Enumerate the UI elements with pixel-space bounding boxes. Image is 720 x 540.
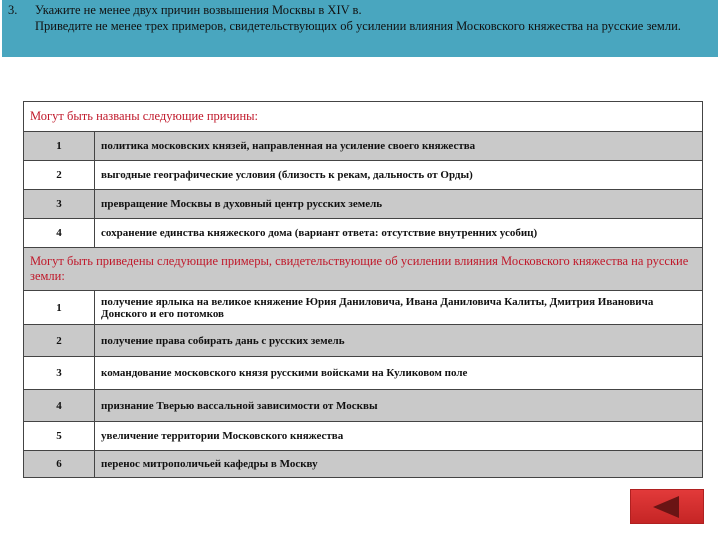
table-row: [24, 132, 703, 161]
back-button[interactable]: [630, 489, 704, 524]
table-row: [24, 219, 703, 248]
row-number: 1: [24, 132, 95, 161]
row-text: командование московского князя русскими войсками на Куликовом поле: [95, 357, 703, 390]
examples-header: Могут быть приведены следующие примеры, свидетельствующие об усилении влияния Московского княжества на русские земли:: [24, 248, 703, 291]
row-text: получение права собирать дань с русских земель: [95, 325, 703, 357]
row-text: превращение Москвы в духовный центр русских земель: [95, 190, 703, 219]
table-row: [24, 390, 703, 422]
row-text: выгодные географические условия (близость к рекам, дальность от Орды): [95, 161, 703, 190]
task-line-2: Приведите не менее трех примеров, свидетельствующих об усилении влияния Московского княжества на русские земли.: [35, 19, 681, 33]
row-text: получение ярлыка на великое княжение Юрия Даниловича, Ивана Даниловича Калиты, Дмитрия Ивановича Донского и его потомков: [95, 291, 703, 325]
row-number: 4: [24, 390, 95, 422]
row-number: 5: [24, 422, 95, 451]
table-row: [24, 291, 703, 325]
answer-table: [23, 101, 703, 478]
task-line-1: Укажите не менее двух причин возвышения Москвы в XIV в.: [35, 3, 362, 17]
reasons-header: Могут быть названы следующие причины:: [24, 102, 703, 132]
row-text: перенос митрополичьей кафедры в Москву: [95, 451, 703, 478]
row-text: сохранение единства княжеского дома (вариант ответа: отсутствие внутренних усобиц): [95, 219, 703, 248]
row-number: 6: [24, 451, 95, 478]
row-text: увеличение территории Московского княжества: [95, 422, 703, 451]
row-number: 2: [24, 161, 95, 190]
row-text: признание Тверью вассальной зависимости от Москвы: [95, 390, 703, 422]
table-row: [24, 325, 703, 357]
task-banner: [2, 0, 718, 57]
table-row: [24, 161, 703, 190]
row-number: 3: [24, 357, 95, 390]
row-number: 1: [24, 291, 95, 325]
table-row: [24, 451, 703, 478]
row-number: 2: [24, 325, 95, 357]
table-row: [24, 190, 703, 219]
table-row: [24, 357, 703, 390]
task-number: 3.: [8, 3, 18, 17]
row-number: 4: [24, 219, 95, 248]
triangle-left-icon: [653, 496, 679, 518]
row-number: 3: [24, 190, 95, 219]
row-text: политика московских князей, направленная на усиление своего княжества: [95, 132, 703, 161]
table-row: [24, 422, 703, 451]
